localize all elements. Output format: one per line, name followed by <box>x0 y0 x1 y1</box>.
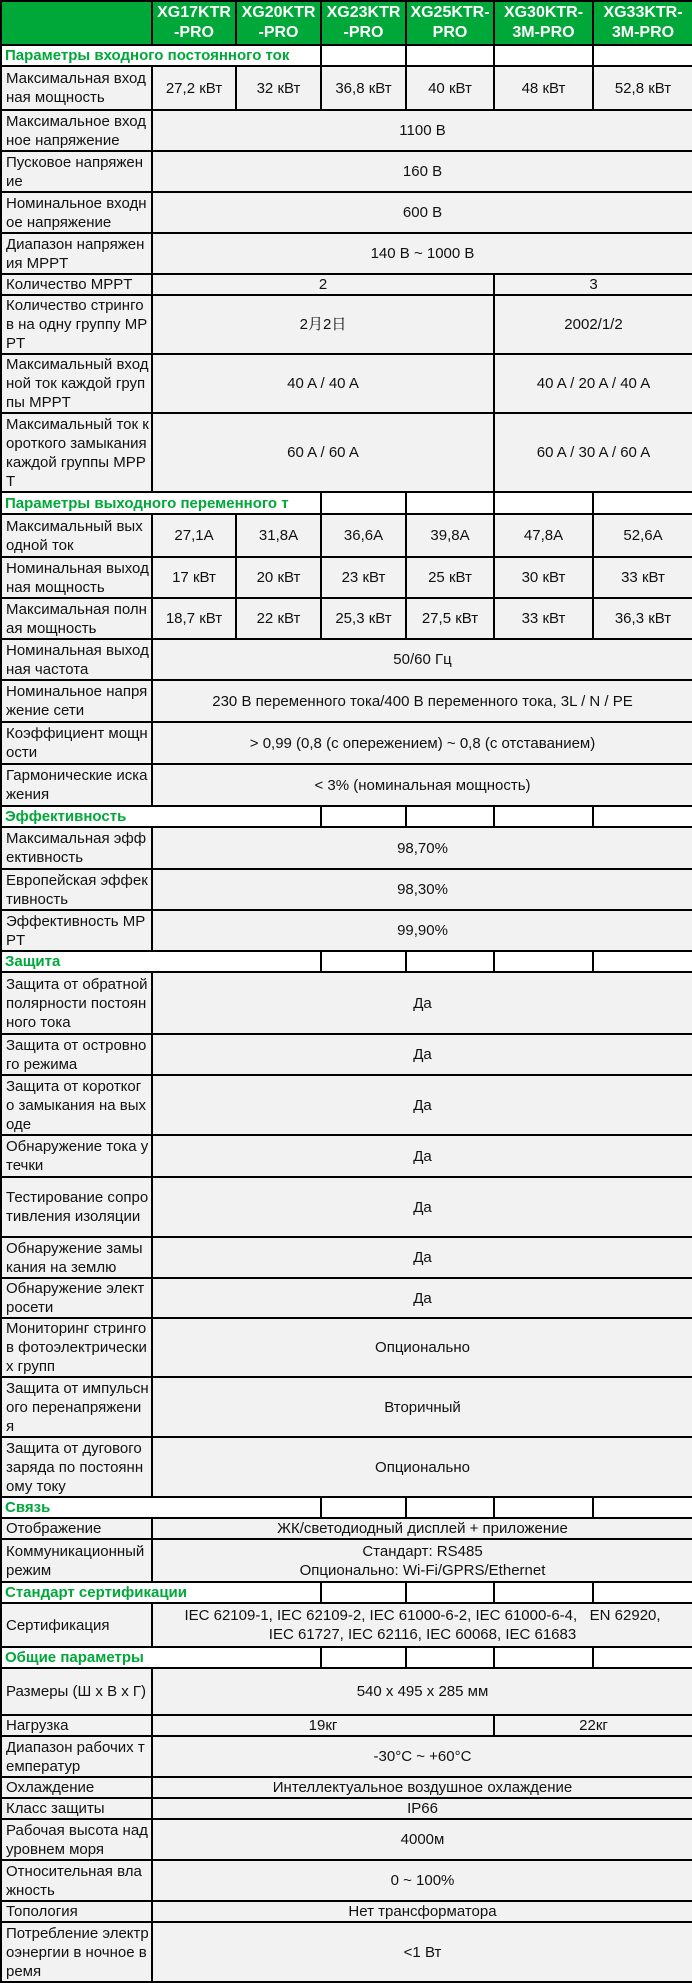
cell-value: Опционально <box>152 1318 692 1377</box>
cell-value: 19кг <box>152 1715 494 1736</box>
table-row <box>1 192 692 233</box>
table-row <box>1 1177 692 1237</box>
row-label: Защита от дугового заряда по постоянному току <box>1 1437 152 1497</box>
row-label: Гармонические искажения <box>1 764 152 806</box>
section-title: Общие параметры <box>1 1647 321 1668</box>
table-row <box>1 910 692 951</box>
cell-value: Да <box>152 1034 692 1075</box>
model-xg25: XG25KTR- PRO <box>406 1 494 45</box>
row-label: Обнаружение электросети <box>1 1278 152 1318</box>
cell-value: Да <box>152 1177 692 1237</box>
blank-cell <box>593 1647 692 1668</box>
row-label: Обнаружение тока утечки <box>1 1135 152 1177</box>
cell-value: 27,5 кВт <box>406 598 494 639</box>
table-row <box>1 557 692 598</box>
cell-value: 33 кВт <box>593 557 692 598</box>
cell-value: 36,3 кВт <box>593 598 692 639</box>
blank-cell <box>406 1582 494 1603</box>
row-label: Максимальная полная мощность <box>1 598 152 639</box>
row-label: Защита от обратной полярности постоянного тока <box>1 972 152 1034</box>
row-label: Коэффициент мощности <box>1 722 152 764</box>
cell-value: 98,30% <box>152 869 692 910</box>
row-label: Диапазон напряжения MPPT <box>1 233 152 274</box>
blank-cell <box>494 951 593 972</box>
row-label: Пусковое напряжение <box>1 151 152 192</box>
row-label: Номинальное напряжение сети <box>1 680 152 722</box>
cell-value: 3 <box>494 274 692 295</box>
blank-cell <box>406 45 494 66</box>
table-row <box>1 151 692 192</box>
cell-value: 17 кВт <box>152 557 236 598</box>
row-label: Потребление электроэнергии в ночное время <box>1 1922 152 1982</box>
row-label: Максимальная эффективность <box>1 827 152 869</box>
cell-value: 4000м <box>152 1819 692 1860</box>
cell-value: Опционально <box>152 1437 692 1497</box>
section-title: Защита <box>1 951 321 972</box>
cell-value: 140 В ~ 1000 В <box>152 233 692 274</box>
table-row <box>1 1278 692 1318</box>
table-row <box>1 1539 692 1582</box>
row-label: Диапазон рабочих температур <box>1 1736 152 1777</box>
blank-cell <box>593 1497 692 1518</box>
cell-value: 27,2 кВт <box>152 66 236 110</box>
table-row <box>1 1668 692 1715</box>
model-xg17: XG17KTR -PRO <box>152 1 236 45</box>
table-row <box>1 1237 692 1278</box>
model-xg23: XG23KTR -PRO <box>321 1 406 45</box>
cell-value: 0 ~ 100% <box>152 1860 692 1901</box>
row-label: Максимальный входной ток каждой группы MPPT <box>1 354 152 413</box>
cell-value: 36,6A <box>321 514 406 557</box>
cell-value: IP66 <box>152 1798 692 1819</box>
table-row <box>1 413 692 492</box>
blank-cell <box>593 492 692 514</box>
cell-value: 2月2日 <box>152 295 494 354</box>
header-corner <box>1 1 152 45</box>
row-label: Количество стрингов на одну группу MPPT <box>1 295 152 354</box>
section-title: Эффективность <box>1 806 321 827</box>
table-row <box>1 972 692 1034</box>
table-row <box>1 1860 692 1901</box>
cell-value: 40 A / 40 A <box>152 354 494 413</box>
table-row <box>1 1075 692 1135</box>
table-row <box>1 274 692 295</box>
blank-cell <box>593 1582 692 1603</box>
row-label: Количество MPPT <box>1 274 152 295</box>
cell-value: 25 кВт <box>406 557 494 598</box>
table-row <box>1 639 692 680</box>
row-label: Коммуникационный режим <box>1 1539 152 1582</box>
blank-cell <box>321 1582 406 1603</box>
cell-value: 39,8A <box>406 514 494 557</box>
cell-value: 540 x 495 x 285 мм <box>152 1668 692 1715</box>
cell-value: 33 кВт <box>494 598 593 639</box>
table-row <box>1 354 692 413</box>
row-label: Топология <box>1 1901 152 1922</box>
section-title: Стандарт сертификации <box>1 1582 321 1603</box>
cell-value: -30°C ~ +60°C <box>152 1736 692 1777</box>
blank-cell <box>321 1497 406 1518</box>
table-row <box>1 869 692 910</box>
section-general <box>1 1647 692 1668</box>
row-label: Номинальная выходная частота <box>1 639 152 680</box>
cell-value: IEC 62109-1, IEC 62109-2, IEC 61000-6-2, IEC 61000-6-4, EN 62920, IEC 61727, IEC 62116, IEC 60068, IEC 61683 <box>152 1603 692 1647</box>
table-row <box>1 722 692 764</box>
blank-cell <box>321 1647 406 1668</box>
table-row <box>1 233 692 274</box>
cell-value: 600 В <box>152 192 692 233</box>
table-row <box>1 1715 692 1736</box>
row-label: Максимальный выходной ток <box>1 514 152 557</box>
cell-value: 98,70% <box>152 827 692 869</box>
cell-value: 60 A / 60 A <box>152 413 494 492</box>
table-row <box>1 1603 692 1647</box>
row-label: Отображение <box>1 1518 152 1539</box>
blank-cell <box>593 951 692 972</box>
table-row <box>1 1777 692 1798</box>
cell-value: 30 кВт <box>494 557 593 598</box>
cell-value: 25,3 кВт <box>321 598 406 639</box>
section-ac-output <box>1 492 692 514</box>
cell-value: Интеллектуальное воздушное охлаждение <box>152 1777 692 1798</box>
blank-cell <box>593 806 692 827</box>
row-label: Нагрузка <box>1 1715 152 1736</box>
cell-value: 40 A / 20 A / 40 A <box>494 354 692 413</box>
table-row <box>1 295 692 354</box>
cell-value: 32 кВт <box>236 66 321 110</box>
row-label: Рабочая высота над уровнем моря <box>1 1819 152 1860</box>
cell-value: < 3% (номинальная мощность) <box>152 764 692 806</box>
cell-value: <1 Вт <box>152 1922 692 1982</box>
table-row <box>1 680 692 722</box>
row-label: Защита от импульсного перенапряжения <box>1 1377 152 1437</box>
cell-value: Стандарт: RS485 Опционально: Wi-Fi/GPRS/Ethernet <box>152 1539 692 1582</box>
table-row <box>1 1034 692 1075</box>
table-row <box>1 1736 692 1777</box>
model-xg33: XG33KTR- 3M-PRO <box>593 1 692 45</box>
section-communication <box>1 1497 692 1518</box>
blank-cell <box>321 951 406 972</box>
table-row <box>1 1377 692 1437</box>
row-label: Защита от короткого замыкания на выходе <box>1 1075 152 1135</box>
table-row <box>1 1518 692 1539</box>
cell-value: 52,6A <box>593 514 692 557</box>
cell-value: 2002/1/2 <box>494 295 692 354</box>
cell-value: Да <box>152 1135 692 1177</box>
row-label: Обнаружение замыкания на землю <box>1 1237 152 1278</box>
table-row <box>1 1901 692 1922</box>
cell-value: > 0,99 (0,8 (с опережением) ~ 0,8 (с отставанием) <box>152 722 692 764</box>
table-row <box>1 66 692 110</box>
cell-value: 47,8A <box>494 514 593 557</box>
cell-value: 23 кВт <box>321 557 406 598</box>
cell-value: Да <box>152 1237 692 1278</box>
cell-value: Да <box>152 972 692 1034</box>
table-row <box>1 514 692 557</box>
cell-value: 40 кВт <box>406 66 494 110</box>
table-row <box>1 1819 692 1860</box>
blank-cell <box>494 45 593 66</box>
row-label: Тестирование сопротивления изоляции <box>1 1177 152 1237</box>
blank-cell <box>406 1647 494 1668</box>
row-label: Размеры (Ш x В x Г) <box>1 1668 152 1715</box>
row-label: Максимальная входная мощность <box>1 66 152 110</box>
cell-value: 230 В переменного тока/400 В переменного тока, 3L / N / PE <box>152 680 692 722</box>
blank-cell <box>406 1497 494 1518</box>
cell-value: 31,8A <box>236 514 321 557</box>
cell-value: 20 кВт <box>236 557 321 598</box>
cell-value: 2 <box>152 274 494 295</box>
section-certification <box>1 1582 692 1603</box>
table-row <box>1 827 692 869</box>
cell-value: 160 В <box>152 151 692 192</box>
cell-value: 52,8 кВт <box>593 66 692 110</box>
blank-cell <box>321 806 406 827</box>
cell-value: Вторичный <box>152 1377 692 1437</box>
cell-value: 60 A / 30 A / 60 A <box>494 413 692 492</box>
table-row <box>1 1135 692 1177</box>
cell-value: 48 кВт <box>494 66 593 110</box>
cell-value: 50/60 Гц <box>152 639 692 680</box>
section-dc-input <box>1 45 692 66</box>
row-label: Класс защиты <box>1 1798 152 1819</box>
blank-cell <box>406 492 494 514</box>
row-label: Охлаждение <box>1 1777 152 1798</box>
table-row <box>1 1437 692 1497</box>
cell-value: 18,7 кВт <box>152 598 236 639</box>
row-label: Сертификация <box>1 1603 152 1647</box>
blank-cell <box>321 45 406 66</box>
model-xg30: XG30KTR- 3M-PRO <box>494 1 593 45</box>
blank-cell <box>406 806 494 827</box>
cell-value: 22 кВт <box>236 598 321 639</box>
blank-cell <box>494 1497 593 1518</box>
table-row <box>1 110 692 151</box>
model-header-row <box>1 1 692 45</box>
section-protection <box>1 951 692 972</box>
table-row <box>1 1922 692 1982</box>
row-label: Номинальное входное напряжение <box>1 192 152 233</box>
row-label: Европейская эффективность <box>1 869 152 910</box>
blank-cell <box>494 806 593 827</box>
blank-cell <box>593 45 692 66</box>
table-row <box>1 1318 692 1377</box>
section-efficiency <box>1 806 692 827</box>
cell-value: ЖК/светодиодный дисплей + приложение <box>152 1518 692 1539</box>
row-label: Эффективность MPPT <box>1 910 152 951</box>
section-title: Связь <box>1 1497 321 1518</box>
model-xg20: XG20KTR -PRO <box>236 1 321 45</box>
table-row <box>1 764 692 806</box>
blank-cell <box>494 1647 593 1668</box>
cell-value: 1100 В <box>152 110 692 151</box>
cell-value: 22кг <box>494 1715 692 1736</box>
blank-cell <box>321 492 406 514</box>
cell-value: 27,1A <box>152 514 236 557</box>
blank-cell <box>494 492 593 514</box>
cell-value: Да <box>152 1075 692 1135</box>
section-title: Параметры выходного переменного т <box>1 492 321 514</box>
row-label: Защита от островного режима <box>1 1034 152 1075</box>
cell-value: 36,8 кВт <box>321 66 406 110</box>
row-label: Относительная влажность <box>1 1860 152 1901</box>
cell-value: Нет трансформатора <box>152 1901 692 1922</box>
table-row <box>1 1798 692 1819</box>
row-label: Максимальное входное напряжение <box>1 110 152 151</box>
blank-cell <box>494 1582 593 1603</box>
row-label: Максимальный ток короткого замыкания каждой группы MPPT <box>1 413 152 492</box>
row-label: Номинальная выходная мощность <box>1 557 152 598</box>
cell-value: Да <box>152 1278 692 1318</box>
section-title: Параметры входного постоянного ток <box>1 45 321 66</box>
table-row <box>1 598 692 639</box>
cell-value: 99,90% <box>152 910 692 951</box>
row-label: Мониторинг стрингов фотоэлектрических групп <box>1 1318 152 1377</box>
blank-cell <box>406 951 494 972</box>
